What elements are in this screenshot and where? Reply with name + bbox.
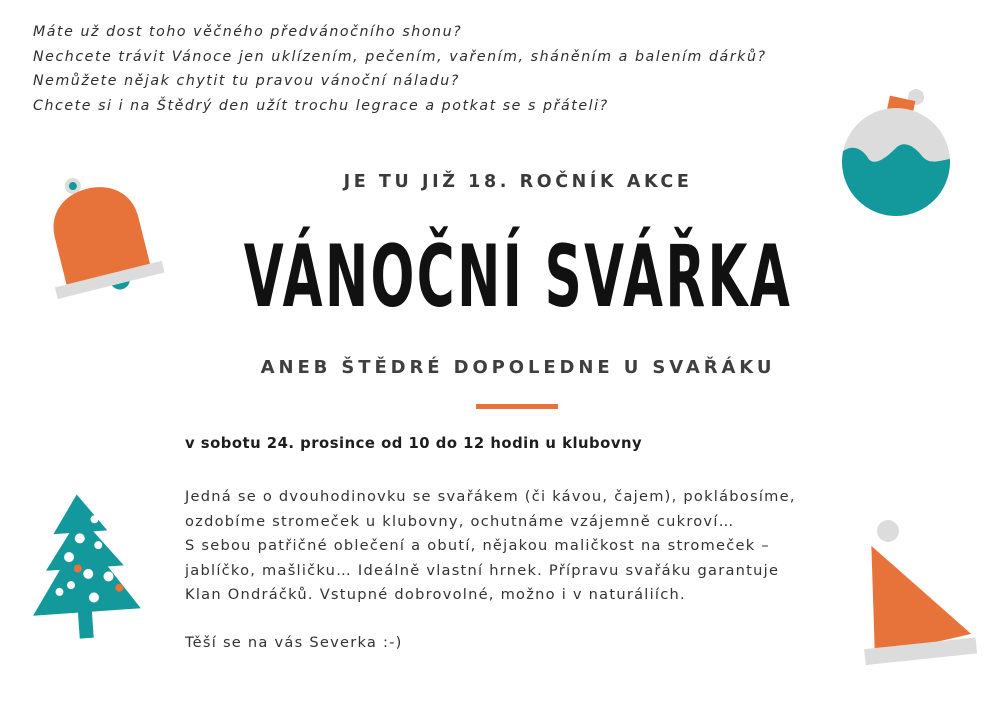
- edition-kicker: JE TU JIŽ 18. ROČNÍK AKCE: [343, 172, 693, 192]
- bell-icon: [36, 165, 166, 305]
- signoff: Těší se na vás Severka :-): [185, 634, 403, 651]
- santa-hat-icon: [858, 515, 988, 680]
- description-line: Jedná se o dvouhodinovku se svařákem (či kávou, čajem), poklábosíme,: [185, 488, 796, 505]
- intro-line: Máte už dost toho věčného předvánočního shonu?: [33, 24, 463, 40]
- event-subtitle: ANEB ŠTĚDRÉ DOPOLEDNE U SVAŘÁKU: [260, 357, 776, 378]
- event-date-time: v sobotu 24. prosince od 10 do 12 hodin u klubovny: [185, 435, 643, 452]
- description-line: S sebou patřičné oblečení a obutí, nějakou maličkost na stromeček –: [185, 537, 770, 554]
- description-line: Klan Ondráčků. Vstupné dobrovolné, možno i v naturáliích.: [185, 586, 686, 603]
- intro-line: Chcete si i na Štědrý den užít trochu legrace a potkat se s přáteli?: [33, 97, 609, 114]
- event-description: [185, 485, 796, 608]
- orange-divider: [476, 404, 558, 409]
- intro-line: Nemůžete nějak chytit tu pravou vánoční náladu?: [33, 73, 460, 89]
- intro-questions: [33, 20, 767, 118]
- intro-line: Nechcete trávit Vánoce jen uklízením, pečením, vařením, sháněním a balením dárků?: [33, 48, 767, 65]
- event-title: VÁNOČNÍ SVÁŘKA: [243, 227, 793, 327]
- bauble-icon: [838, 86, 958, 221]
- description-line: jablíčko, mašličku… Ideálně vlastní hrnek. Přípravu svařáku garantuje: [185, 561, 780, 579]
- description-line: ozdobíme stromeček u klubovny, ochutnáme vzájemně cukroví…: [185, 512, 735, 530]
- christmas-tree-icon: [30, 490, 142, 650]
